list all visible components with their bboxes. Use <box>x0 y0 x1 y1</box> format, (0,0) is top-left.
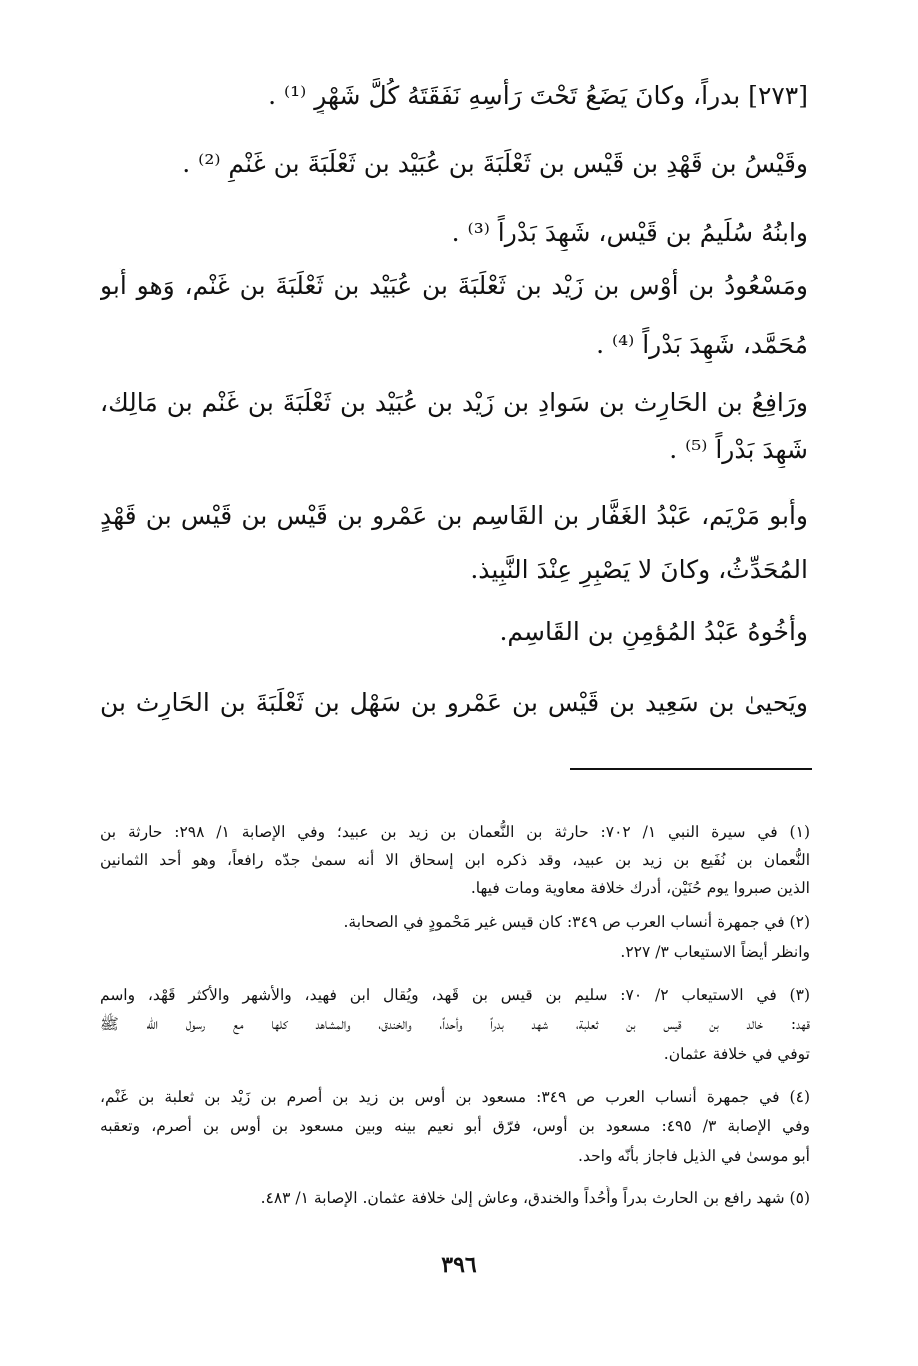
body-line-9: المُحَدِّثُ، وكانَ لا يَصْبِرِ عِنْدَ النَّبِيذ. <box>470 555 808 584</box>
body-line-6: ورَافِعُ بن الحَارِث بن سَوادِ بن زَيْد بن عُبَيْد بن ثَعْلَبَةَ بن غَنْم بن مَالِك، <box>100 388 808 417</box>
footnote-3-line-3: توفي في خلافة عثمان. <box>663 1045 810 1063</box>
body-line-2: وقَيْسُ بن قَهْدِ بن قَيْس بن ثَعْلَبَةَ بن عُبَيْد بن ثَعْلَبَةَ بن غَنْمٍ ⁽²⁾ . <box>182 149 808 178</box>
footnote-1-line-2: النُّعمان بن نُفَيع بن زيد بن عبيد، وقد ذكره ابن إسحاق الا أنه سمىٰ جدّه رافعاً، وهو أحد الثمانين <box>100 851 810 869</box>
body-line-4: ومَسْعُودُ بن أَوْس بن زَيْد بن ثَعْلَبَةَ بن عُبَيْد بن ثَعْلَبَةَ بن غَنْم، وَهو أَبو <box>100 271 808 300</box>
footnote-3-line-1: (٣) في الاستيعاب ٢/ ٧٠: سليم بن قيس بن قَهد، ويُقال ابن فهيد، والأشهر والأكثر قَهْد، واسم <box>100 986 810 1004</box>
page-number: ٣٩٦ <box>441 1252 477 1278</box>
footnote-4-line-1: (٤) في جمهرة أنساب العرب ص ٣٤٩: مسعود بن أوس بن زيد بن أصرم بن زَيْد بن ثعلبة بن غَنْم، <box>100 1088 810 1106</box>
footnote-separator <box>570 768 812 770</box>
body-line-8: وأَبو مَرْيَم، عَبْدُ الغَفَّار بن القَاسِم بن عَمْرو بن قَيْس بن قَيْس بن قَهْدٍ <box>100 501 808 530</box>
footnote-5-line-1: (٥) شهد رافع بن الحارث بدراً وأُحُداً والخندق، وعاش إلىٰ خلافة عثمان. الإصابة ١/ ٤٨٣. <box>260 1189 810 1207</box>
body-line-1: [٢٧٣] بدراً، وكانَ يَضَعُ تَحْتَ رَأْسِهِ نَفَقَتَهُ كُلَّ شَهْرٍ ⁽¹⁾ . <box>268 81 808 110</box>
footnote-2-line-2: وانظر أيضاً الاستيعاب ٣/ ٢٢٧. <box>620 943 810 961</box>
body-line-7: شَهِدَ بَدْراً ⁽⁵⁾ . <box>669 435 808 464</box>
body-line-11: ويَحيىٰ بن سَعِيد بن قَيْس بن عَمْرو بن سَهْل بن ثَعْلَبَةَ بن الحَارِث بن <box>100 688 808 717</box>
footnote-1-line-1: (١) في سيرة النبي ١/ ٧٠٢: حارثة بن النُّعمان بن زيد بن عبيد؛ وفي الإصابة ١/ ٢٩٨: حارثة بن <box>100 823 810 841</box>
footnote-4-line-3: أبو موسىٰ في الذيل فاجاز بأنّه واحد. <box>578 1147 810 1165</box>
footnote-4-line-2: وفي الإصابة ٣/ ٤٩٥: مسعود بن أوس، فرّق أبو نعيم بينه وبين مسعود بن أوس بن أصرم، وتعقبه <box>100 1117 810 1135</box>
body-line-5: مُحَمَّد، شَهِدَ بَدْراً ⁽⁴⁾ . <box>596 330 808 359</box>
body-line-10: وأَخُوهُ عَبْدُ المُؤمِنِ بن القَاسِم. <box>499 617 808 646</box>
footnote-2-line-1: (٢) في جمهرة أنساب العرب ص ٣٤٩: كان قيس غير مَحْمودٍ في الصحابة. <box>343 913 810 931</box>
body-line-3: وابنُهُ سُلَيمُ بن قَيْس، شَهِدَ بَدْراً ⁽³⁾ . <box>451 218 808 247</box>
footnote-1-line-3: الذين صبروا يوم حُنَيْن، أدرك خلافة معاوية ومات فيها. <box>470 879 810 897</box>
footnote-3-line-2: قهد: خالد بن قيس بن ثعلبة، شهد بدراً وأحداً، والخندق، والمشاهد كلها مع رسول الله ﷺ <box>100 1015 810 1033</box>
